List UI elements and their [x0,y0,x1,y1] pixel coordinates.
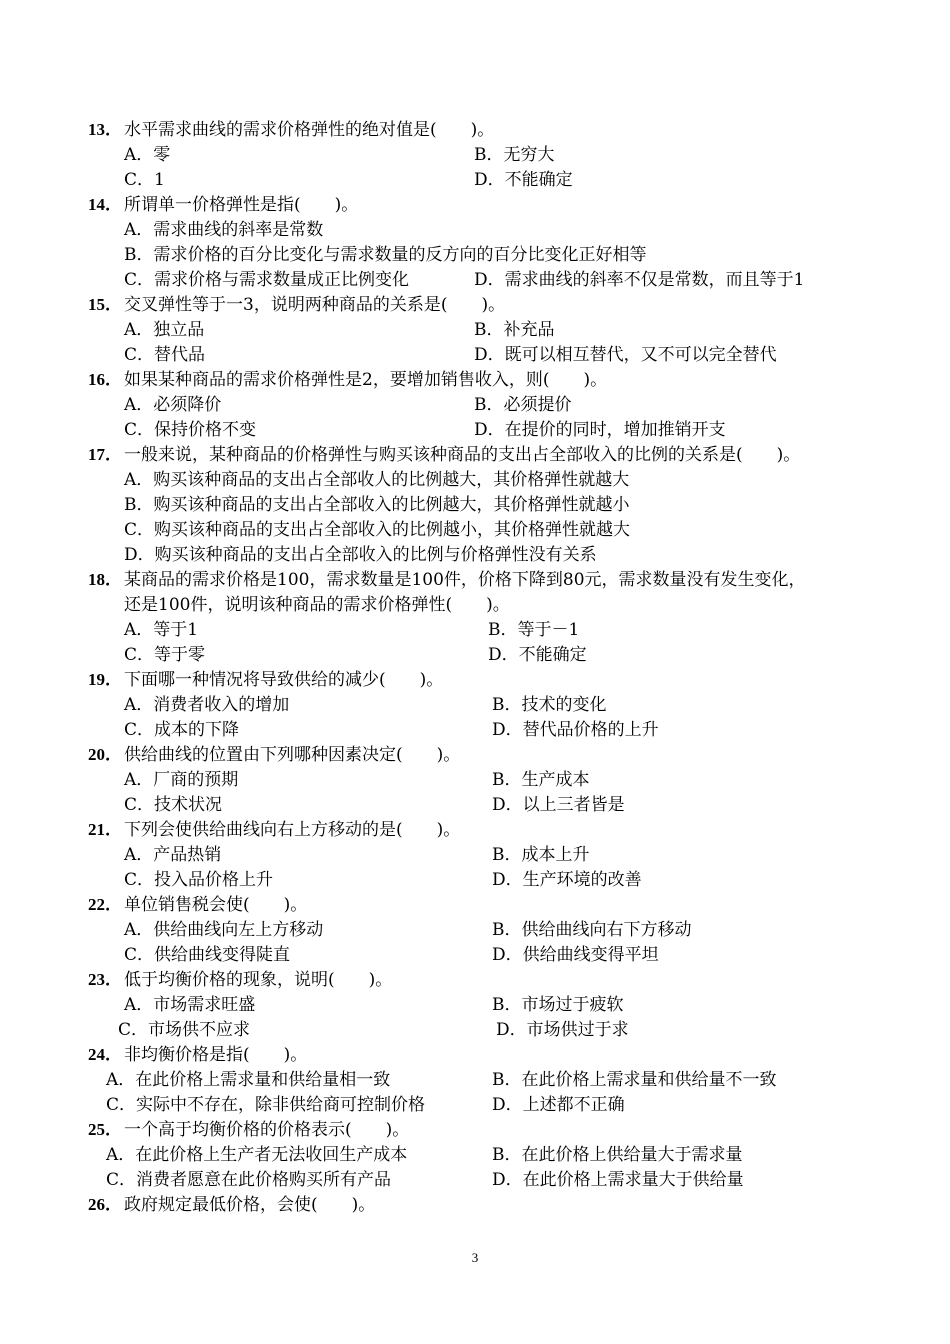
option-row [0,715,950,740]
option-row [0,340,950,365]
option-row [0,315,950,340]
question-stem: 一般来说，某种商品的价格弹性与购买该种商品的支出占全部收入的比例的关系是( )。 [124,445,801,465]
option-b: B．在此价格上供给量大于需求量 [492,1145,743,1165]
option-d: D．购买该种商品的支出占全部收入的比例与价格弹性没有关系 [124,545,597,565]
option-row [0,540,950,565]
option-a: A．市场需求旺盛 [124,995,256,1015]
option-row [0,390,950,415]
option-row [0,240,950,265]
option-row [0,865,950,890]
option-row [0,490,950,515]
option-row [0,415,950,440]
question-16 [0,365,950,390]
option-c: C．投入品价格上升 [124,870,274,890]
question-stem: 单位销售税会使( )。 [124,895,308,915]
question-stem: 供给曲线的位置由下列哪种因素决定( )。 [124,745,461,765]
option-a: A．消费者收入的增加 [124,695,290,715]
option-row [0,140,950,165]
option-row [0,165,950,190]
option-row [0,1090,950,1115]
option-d: D．上述都不正确 [492,1095,625,1115]
option-row [0,940,950,965]
question-stem: 一个高于均衡价格的价格表示( )。 [124,1120,410,1140]
option-d: D．不能确定 [474,170,573,190]
question-stem: 所谓单一价格弹性是指( )。 [124,195,359,215]
question-14 [0,190,950,215]
question-stem: 如果某种商品的需求价格弹性是2，要增加销售收入，则( )。 [124,370,608,390]
option-b: B．购买该种商品的支出占全部收入的比例越大，其价格弹性就越小 [124,495,630,515]
option-row [0,515,950,540]
option-a: A．需求曲线的斜率是常数 [124,220,324,240]
option-d: D．在提价的同时，增加推销开支 [474,420,726,440]
option-row [0,840,950,865]
option-row [0,990,950,1015]
question-number: 23． [88,970,122,989]
option-c: C．保持价格不变 [124,420,257,440]
option-d: D．市场供过于求 [496,1020,629,1040]
option-a: A．购买该种商品的支出占全部收人的比例越大，其价格弹性就越大 [124,470,630,490]
option-c: C．等于零 [124,645,206,665]
question-21 [0,815,950,840]
option-row [0,1015,950,1040]
option-b: B．补充品 [474,320,555,340]
question-23 [0,965,950,990]
question-stem: 下列会使供给曲线向右上方移动的是( )。 [124,820,461,840]
question-number: 15． [88,295,122,314]
option-a: A．独立品 [124,320,205,340]
option-b: B．在此价格上需求量和供给量不一致 [492,1070,777,1090]
question-18 [0,565,950,590]
option-b: B．无穷大 [474,145,555,165]
option-row [0,640,950,665]
question-number: 25． [88,1120,122,1139]
option-d: D．需求曲线的斜率不仅是常数，而且等于1 [474,270,805,290]
question-number: 14． [88,195,122,214]
option-b: B．生产成本 [492,770,590,790]
option-row [0,915,950,940]
question-stem: 低于均衡价格的现象，说明( )。 [124,970,393,990]
question-number: 13． [88,120,122,139]
option-d: D．在此价格上需求量大于供给量 [492,1170,744,1190]
option-c: C．实际中不存在，除非供给商可控制价格 [106,1095,426,1115]
option-a: A．在此价格上需求量和供给量相一致 [106,1070,391,1090]
question-19 [0,665,950,690]
question-20 [0,740,950,765]
question-stem: 交叉弹性等于一3，说明两种商品的关系是( )。 [124,295,506,315]
question-stem: 政府规定最低价格，会使( )。 [124,1195,376,1215]
option-row [0,1165,950,1190]
option-a: A．厂商的预期 [124,770,239,790]
question-number: 22． [88,895,122,914]
option-c: C．供给曲线变得陡直 [124,945,291,965]
page-number: 3 [471,1250,479,1265]
option-b: B．供给曲线向右下方移动 [492,920,692,940]
option-a: A．零 [124,145,171,165]
option-row [0,790,950,815]
question-stem: 下面哪一种情况将导致供给的减少( )。 [124,670,444,690]
option-a: A．供给曲线向左上方移动 [124,920,324,940]
option-c: C．替代品 [124,345,206,365]
option-b: B．成本上升 [492,845,590,865]
question-13 [0,115,950,140]
question-stem: 非均衡价格是指( )。 [124,1045,308,1065]
option-d: D．不能确定 [488,645,587,665]
question-stem-line2: 还是100件，说明该种商品的需求价格弹性( )。 [124,595,510,615]
question-stem: 某商品的需求价格是100，需求数量是100件，价格下降到80元，需求数量没有发生变化， [124,570,806,590]
question-stem-continued [0,590,950,615]
question-number: 26． [88,1195,122,1214]
option-c: C．消费者愿意在此价格购买所有产品 [106,1170,392,1190]
option-row [0,465,950,490]
option-d: D．既可以相互替代，又不可以完全替代 [474,345,777,365]
option-b: B．需求价格的百分比变化与需求数量的反方向的百分比变化正好相等 [124,245,647,265]
question-number: 16． [88,370,122,389]
question-stem: 水平需求曲线的需求价格弹性的绝对值是( )。 [124,120,495,140]
option-row [0,615,950,640]
option-d: D．生产环境的改善 [492,870,642,890]
question-number: 24． [88,1045,122,1064]
question-number: 19． [88,670,122,689]
option-d: D．替代品价格的上升 [492,720,659,740]
option-row [0,1140,950,1165]
option-row [0,690,950,715]
option-d: D．以上三者皆是 [492,795,625,815]
option-b: B．必须提价 [474,395,572,415]
option-b: B．市场过于疲软 [492,995,624,1015]
option-a: A．在此价格上生产者无法收回生产成本 [106,1145,408,1165]
option-c: C．1 [124,170,165,190]
option-row [0,215,950,240]
option-b: B．技术的变化 [492,695,607,715]
option-a: A．产品热销 [124,845,222,865]
option-c: C．技术状况 [124,795,223,815]
option-c: C．购买该种商品的支出占全部收入的比例越小，其价格弹性就越大 [124,520,631,540]
option-row [0,265,950,290]
question-25 [0,1115,950,1140]
question-number: 18． [88,570,122,589]
question-22 [0,890,950,915]
option-c: C．需求价格与需求数量成正比例变化 [124,270,410,290]
question-26 [0,1190,950,1215]
option-c: C．市场供不应求 [118,1020,251,1040]
option-row [0,1065,950,1090]
option-a: A．等于1 [124,620,199,640]
question-number: 21． [88,820,122,839]
question-number: 17． [88,445,122,464]
option-c: C．成本的下降 [124,720,240,740]
option-b: B．等于－1 [488,620,580,640]
option-d: D．供给曲线变得平坦 [492,945,659,965]
question-15 [0,290,950,315]
question-17 [0,440,950,465]
option-a: A．必须降价 [124,395,222,415]
option-row [0,765,950,790]
question-number: 20． [88,745,122,764]
question-24 [0,1040,950,1065]
